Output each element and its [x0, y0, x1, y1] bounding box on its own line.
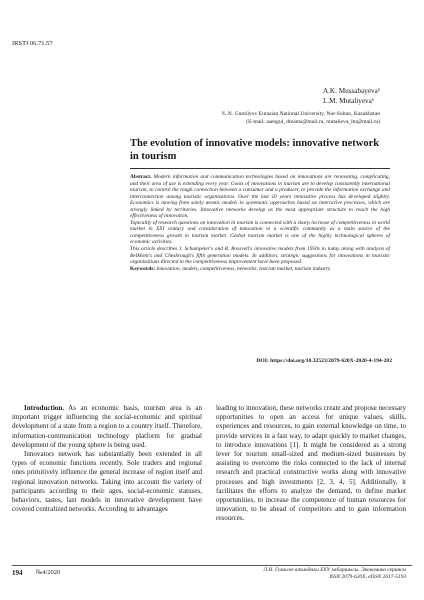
author-name: A.K. Mussabayeva¹ [322, 87, 380, 95]
affiliation-email: (E-mail: asengul_dreams@mail.ru, mutalieva_lm@mail.ru) [246, 118, 380, 125]
abstract-block [130, 174, 390, 272]
abstract-paragraph: Topicality of research questions on innovation in tourism is connected with a sharp increase of competitiveness in world market in XXI century and consideration of innovation in a scientific community as a main source of the competitiveness growth in tourism market. Global tourism market is one of the highly technological spheres of economic activities. [130, 219, 390, 246]
body-column-left [12, 404, 202, 514]
body-paragraph: leading to innovation, these networks create and propose necessary opportunities to open an access for unique values, skills, experiences and resources, to gain external knowledge on time, to provide services in a fast way, to adapt quickly to market changes, to introduce innovations [1]. It might be considered as a strong lever for tourism small-sized and medium-sized businesses by assisting to overcome the risks connected to the lack of internal research and practical constructive works along with innovative processes and high investments [2, 3, 4, 5]. Additionally, it facilitates the efforts to analyze the demand, to define market opportunities, to increase the competence of human resources for innovation, to be ahead of competitors and to gain information resources. [216, 404, 406, 523]
title-divider [130, 168, 390, 169]
body-paragraph: Innovators network has substantially been extended in all types of economic functions recently. Sole traders and regional ones primitively influence the general increase of region itself and regional innovation networks. Taking into account the variety of participants according to their ages, social-economic statuses, behaviors, tastes, last models in innovative development have covered centralized networks. According to advantages [12, 450, 202, 514]
article-title: The evolution of innovative models: innovative network in tourism [130, 138, 380, 162]
body-paragraph [12, 404, 202, 450]
doi-link[interactable]: DOI: https://doi.org/10.32523/2079-620X-2020-4-194-202 [256, 358, 392, 364]
footer-divider [12, 565, 412, 566]
body-column-right [216, 404, 406, 524]
irsti-code: IRSTI 06.71.57 [12, 40, 53, 47]
abstract-label: Abstract. [130, 174, 152, 180]
keywords-label: Keywords: [130, 265, 156, 272]
journal-info [263, 567, 406, 581]
keywords [130, 266, 390, 273]
section-heading: Introduction. [24, 404, 65, 412]
affiliation [221, 111, 380, 126]
author-list [323, 86, 380, 106]
abstract-paragraph [130, 174, 390, 220]
journal-name: Л.Н. Гумилев атындағы ЕҰУ хабаршысы. Экономика сериясы [263, 567, 406, 573]
abstract-paragraph: This article describes J. Schumpeter's and R. Rossvell's innovative models from 1950s to today along with analysis of BelMont's and Chesbrough's fifth generation models. In addition, strategic suggestions for innovations in touristic organizations directed to the competitiveness improvement have been proposed. [130, 246, 390, 266]
issue-number: №4/2020 [36, 569, 61, 576]
journal-issn: ISSN 2079-620X, eISSN 2617-5193 [329, 574, 406, 580]
affiliation-institution: ¹L.N. Gumilyov Eurasian National University, Nur-Sultan, Kazakhstan [221, 111, 380, 117]
body-text: As an economic basis, tourism area is an important trigger influencing the social-economic and spiritual development of a state from a region to a country itself. Therefore, information-communication technology platform for gradual development of the young sphere is being used. [12, 404, 202, 449]
page-number: 194 [12, 569, 23, 577]
abstract-text: Modern information and communication technologies based on innovations are renovating, complicating, and their area of use is extending every year. Goals of innovations in tourism are to develop consistently international tourism, to control the tough connection between a consumer and a producer, to provide the information exchange and interconnection among touristic organizations. Over the last 10 years innovative process has developed slightly. Economics is moving from solely atomic models to systematic approaches based on interactive processes, which are strongly linked by territories. Innovative networks develop as the most appropriate structure to reach the high effectiveness of innovation. [130, 174, 390, 220]
keywords-text: innovation, models, competitiveness, networks, tourism market, tourism industry. [156, 265, 332, 272]
author-name: L.M. Mutaliyeva¹ [322, 97, 374, 105]
